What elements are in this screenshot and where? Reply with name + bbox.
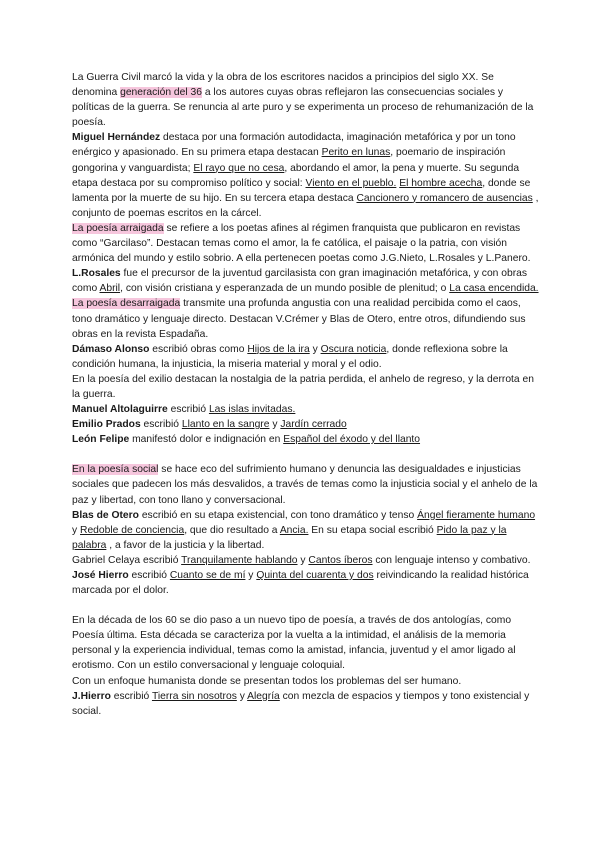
work-title: Viento en el pueblo. (305, 177, 397, 189)
paragraph-j-hierro: J.Hierro escribió Tierra sin nosotros y Alegría con mezcla de espacios y tiempos y tono existencial y social. (72, 690, 530, 717)
paragraph-emilio-prados: Emilio Prados escribió Llanto en la sangre y Jardín cerrado (72, 419, 347, 431)
work-title: Español del éxodo y del llanto (283, 434, 421, 446)
work-title: Ancia. (279, 524, 309, 536)
paragraph-decada-60: En la década de los 60 se dio paso a un nuevo tipo de poesía, a través de dos antologías, como Poesía última. Esta década se caracteriza por la vuelta a la intimidad, el análisis de la memoria personal y la experiencia individual, temas como la amistad, infancia, juventud y el amor ligado al erotismo. Con un estilo conversacional y lenguaje coloquial. (72, 615, 516, 672)
work-title: Llanto en la sangre (181, 419, 270, 431)
work-title: Cancionero y romancero de ausencias (356, 192, 533, 204)
paragraph-poesia-social: En la poesía social se hace eco del sufrimiento humano y denuncia las desigualdades e injusticias sociales que padecen los más desvalidos, a través de temas como la injusticia social y el anhelo de la paz y libertad, con tono llano y conversacional. (72, 464, 538, 506)
highlight-poesia-social: En la poesía social (72, 464, 159, 476)
work-title: Oscura noticia (320, 343, 387, 355)
paragraph-spacer (72, 598, 540, 613)
paragraph-poesia-arraigada: La poesía arraigada se refiere a los poetas afines al régimen franquista que publicaron en revistas como “Garcilaso”. Destacan temas como el amor, la fe católica, el paisaje o la patria, con visión armónica del mundo y estilo sobrio. A ella pertenecen poetas como J.G.Nieto, L.Rosales y L.Panero. (72, 222, 531, 265)
work-title: Abril (99, 283, 121, 295)
paragraph-damaso-alonso: Dámaso Alonso escribió obras como Hijos de la ira y Oscura noticia, donde reflexiona sobre la condición humana, la injusticia, la miseria material y moral y el odio. (72, 343, 508, 370)
author-name: L.Rosales (72, 268, 121, 280)
paragraph-spacer (72, 447, 540, 462)
highlight-generacion-36: generación del 36 (120, 87, 202, 99)
author-name: Miguel Hernández (72, 132, 161, 144)
paragraph-poesia-exilio: En la poesía del exilio destacan la nostalgia de la patria perdida, el anhelo de regreso, y la derrota en la guerra. (72, 373, 534, 400)
highlight-poesia-desarraigada: La poesía desarraigada (72, 298, 181, 310)
paragraph-altolaguirre: Manuel Altolaguirre escribió Las islas invitadas. (72, 404, 296, 416)
paragraph-rosales: L.Rosales fue el precursor de la juventud garcilasista con gran imaginación metafórica, y con obras como Abril, con visión cristiana y esperanzada de un mundo posible de plenitud; o La casa encendida. (72, 268, 539, 295)
work-title: Cantos íberos (308, 554, 373, 566)
work-title: Cuanto se de mí (169, 570, 246, 581)
work-title: Jardín cerrado (280, 419, 347, 431)
work-title: La casa encendida. (449, 283, 539, 295)
author-name: Blas de Otero (72, 509, 139, 521)
paragraph-leon-felipe: León Felipe manifestó dolor e indignación en Español del éxodo y del llanto (72, 434, 421, 446)
author-name: Manuel Altolaguirre (72, 404, 168, 416)
paragraph-gabriel-celaya: Gabriel Celaya escribió Tranquilamente hablando y Cantos íberos con lenguaje intenso y combativo. (72, 554, 531, 566)
work-title: Pido la paz y la palabra (72, 524, 507, 551)
work-title: Redoble de conciencia (80, 524, 185, 536)
paragraph-poesia-desarraigada: La poesía desarraigada transmite una profunda angustia con una realidad percibida como el caos, tono dramático y lenguaje directo. Destacan V.Crémer y Blas de Otero, entre otros, difundiendo sus obras en la revista Espadaña. (72, 298, 526, 340)
paragraph-generacion-36: La Guerra Civil marcó la vida y la obra de los escritores nacidos a principios del siglo XX. Se denomina generación del 36 a los autores cuyas obras reflejaron las consecuencias sociales y políticas de la guerra. Se renuncia al arte puro y se experimenta un proceso de rehumanización de la poesía. (72, 72, 534, 129)
paragraph-enfoque-humanista: Con un enfoque humanista donde se presentan todos los problemas del ser humano. (72, 675, 462, 687)
work-title: Tierra sin nosotros (151, 690, 237, 702)
author-name: León Felipe (72, 434, 130, 446)
work-title: Ángel fieramente humano (417, 509, 536, 521)
highlight-poesia-arraigada: La poesía arraigada (72, 222, 164, 234)
paragraph-jose-hierro: José Hierro escribió Cuanto se de mí y Quinta del cuarenta y dos reivindicando la realidad histórica marcada por el dolor. (72, 570, 529, 597)
work-title: Quinta del cuarenta y dos (256, 570, 374, 581)
paragraph-miguel-hernandez: Miguel Hernández destaca por una formación autodidacta, imaginación metafórica y por un tono enérgico y apasionado. En su primera etapa destacan Perito en lunas, poemario de inspiración gongorina y vanguardista; El rayo que no cesa, abordando el amor, la pena y muerte. Su segunda etapa destaca por su compromiso político y social: Viento en el pueblo. El hombre acecha, donde se lamenta por la muerte de su hijo. En su tercera etapa destaca Cancionero y romancero de ausencias , conjunto de poemas escritos en la cárcel. (72, 132, 539, 219)
work-title: Tranquilamente hablando (181, 554, 298, 566)
work-title: El rayo que no cesa (193, 162, 285, 174)
author-name: José Hierro (72, 570, 129, 581)
work-title: Hijos de la ira (247, 343, 310, 355)
author-name: Dámaso Alonso (72, 343, 150, 355)
author-name: Emilio Prados (72, 419, 141, 431)
work-title: Perito en lunas (321, 147, 391, 159)
work-title: Alegría (247, 690, 280, 702)
author-name: J.Hierro (72, 690, 111, 702)
work-title: Las islas invitadas. (208, 404, 296, 416)
paragraph-blas-de-otero: Blas de Otero escribió en su etapa existencial, con tono dramático y tenso Ángel fieramente humano y Redoble de conciencia, que dio resultado a Ancia. En su etapa social escribió Pido la paz y la palabra , a favor de la justicia y la libertad. (72, 509, 536, 551)
work-title: El hombre acecha (399, 177, 483, 189)
